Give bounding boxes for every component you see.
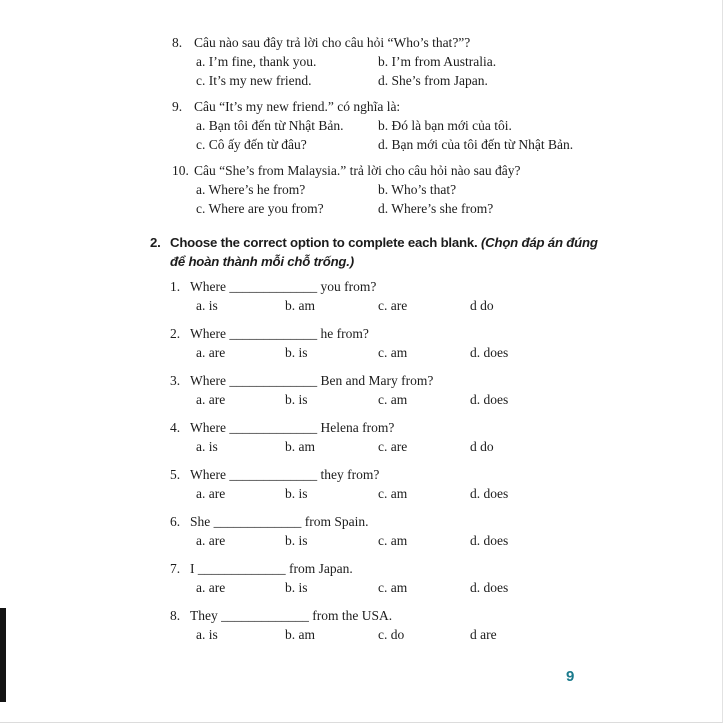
option-c: c. are xyxy=(378,439,408,454)
option-a: a. are xyxy=(196,533,226,548)
option-a: a. Where’s he from? xyxy=(196,182,306,197)
question-stem xyxy=(170,512,705,531)
question-stem xyxy=(170,324,705,343)
option-b: b. I’m from Australia. xyxy=(378,54,497,69)
blank-question-8 xyxy=(170,606,705,644)
options-row xyxy=(196,390,705,409)
options-grid xyxy=(196,52,705,90)
option-d: d. does xyxy=(470,392,509,407)
question-stem xyxy=(170,559,705,578)
options-row xyxy=(196,343,705,362)
section-title xyxy=(170,233,705,271)
blank-question-4 xyxy=(170,418,705,456)
question-number: 6. xyxy=(170,514,181,529)
question-text: Where _____________ Ben and Mary from? xyxy=(190,373,434,388)
option-c: c. am xyxy=(378,345,408,360)
page-number: 9 xyxy=(566,668,575,685)
option-a: a. is xyxy=(196,439,218,454)
question-number: 10. xyxy=(172,163,189,178)
option-b: b. am xyxy=(285,439,315,454)
question-stem xyxy=(170,606,705,625)
question-text: Where _____________ he from? xyxy=(190,326,369,341)
question-text: Where _____________ Helena from? xyxy=(190,420,395,435)
question-number: 4. xyxy=(170,420,181,435)
option-c: c. Where are you from? xyxy=(196,201,324,216)
question-number: 5. xyxy=(170,467,181,482)
section-2 xyxy=(150,277,705,644)
page-content xyxy=(150,33,705,653)
options-row xyxy=(196,531,705,550)
question-text: Where _____________ you from? xyxy=(190,279,377,294)
question-text: I _____________ from Japan. xyxy=(190,561,353,576)
question-stem xyxy=(170,371,705,390)
question-stem xyxy=(172,33,705,52)
option-b: b. is xyxy=(285,580,308,595)
section-number: 2. xyxy=(150,235,161,250)
option-b: b. am xyxy=(285,298,315,313)
options-row xyxy=(196,484,705,503)
blank-question-3 xyxy=(170,371,705,409)
question-number: 3. xyxy=(170,373,181,388)
question-text: Câu “She’s from Malaysia.” trả lời cho câu hỏi nào sau đây? xyxy=(194,163,521,178)
options-row xyxy=(196,625,705,644)
question-block-10 xyxy=(172,161,705,218)
options-row xyxy=(196,437,705,456)
question-block-8 xyxy=(172,33,705,90)
option-d: d. does xyxy=(470,486,509,501)
option-a: a. are xyxy=(196,580,226,595)
option-d: d are xyxy=(470,627,497,642)
option-a: a. are xyxy=(196,392,226,407)
option-c: c. do xyxy=(378,627,405,642)
option-b: b. am xyxy=(285,627,315,642)
question-stem xyxy=(170,418,705,437)
question-number: 9. xyxy=(172,99,183,114)
option-a: a. are xyxy=(196,486,226,501)
option-c: c. Cô ấy đến từ đâu? xyxy=(196,137,307,152)
question-stem xyxy=(172,161,705,180)
section-title-vi-line1: (Chọn đáp án đúng xyxy=(480,235,598,250)
question-text: Câu nào sau đây trả lời cho câu hỏi “Who’s that?”? xyxy=(194,35,471,50)
question-number: 7. xyxy=(170,561,181,576)
question-text: Where _____________ they from? xyxy=(190,467,380,482)
blank-question-2 xyxy=(170,324,705,362)
question-number: 8. xyxy=(170,608,181,623)
option-a: a. are xyxy=(196,345,226,360)
option-d: d do xyxy=(470,439,494,454)
option-d: d. does xyxy=(470,580,509,595)
option-c: c. am xyxy=(378,580,408,595)
scan-edge-artifact xyxy=(0,608,6,702)
question-stem xyxy=(170,465,705,484)
question-number: 2. xyxy=(170,326,181,341)
blank-question-7 xyxy=(170,559,705,597)
question-number: 8. xyxy=(172,35,183,50)
option-b: b. is xyxy=(285,533,308,548)
options-grid xyxy=(196,116,705,154)
section-1 xyxy=(150,33,705,218)
option-b: b. is xyxy=(285,486,308,501)
option-d: d. She’s from Japan. xyxy=(378,73,488,88)
option-d: d. does xyxy=(470,345,509,360)
options-row xyxy=(196,578,705,597)
question-stem xyxy=(170,277,705,296)
option-c: c. am xyxy=(378,533,408,548)
option-c: c. am xyxy=(378,392,408,407)
option-b: b. Who’s that? xyxy=(378,182,457,197)
options-grid xyxy=(196,180,705,218)
question-stem xyxy=(172,97,705,116)
option-b: b. is xyxy=(285,392,308,407)
option-c: c. am xyxy=(378,486,408,501)
option-d: d. Where’s she from? xyxy=(378,201,494,216)
question-text: They _____________ from the USA. xyxy=(190,608,393,623)
option-a: a. I’m fine, thank you. xyxy=(196,54,317,69)
option-d: d do xyxy=(470,298,494,313)
section-title-en: Choose the correct option to complete each blank. xyxy=(170,235,481,250)
blank-question-6 xyxy=(170,512,705,550)
option-d: d. does xyxy=(470,533,509,548)
option-c: c. It’s my new friend. xyxy=(196,73,312,88)
option-a: a. is xyxy=(196,627,218,642)
question-block-9 xyxy=(172,97,705,154)
option-a: a. is xyxy=(196,298,218,313)
blank-question-1 xyxy=(170,277,705,315)
question-number: 1. xyxy=(170,279,181,294)
question-text: She _____________ from Spain. xyxy=(190,514,369,529)
section-title-vi-line2: để hoàn thành mỗi chỗ trống.) xyxy=(170,254,354,269)
option-b: b. is xyxy=(285,345,308,360)
option-c: c. are xyxy=(378,298,408,313)
section-2-heading xyxy=(150,233,705,271)
blank-question-5 xyxy=(170,465,705,503)
option-d: d. Bạn mới của tôi đến từ Nhật Bản. xyxy=(378,137,574,152)
options-row xyxy=(196,296,705,315)
option-b: b. Đó là bạn mới của tôi. xyxy=(378,118,512,133)
option-a: a. Bạn tôi đến từ Nhật Bản. xyxy=(196,118,344,133)
question-text: Câu “It’s my new friend.” có nghĩa là: xyxy=(194,99,401,114)
